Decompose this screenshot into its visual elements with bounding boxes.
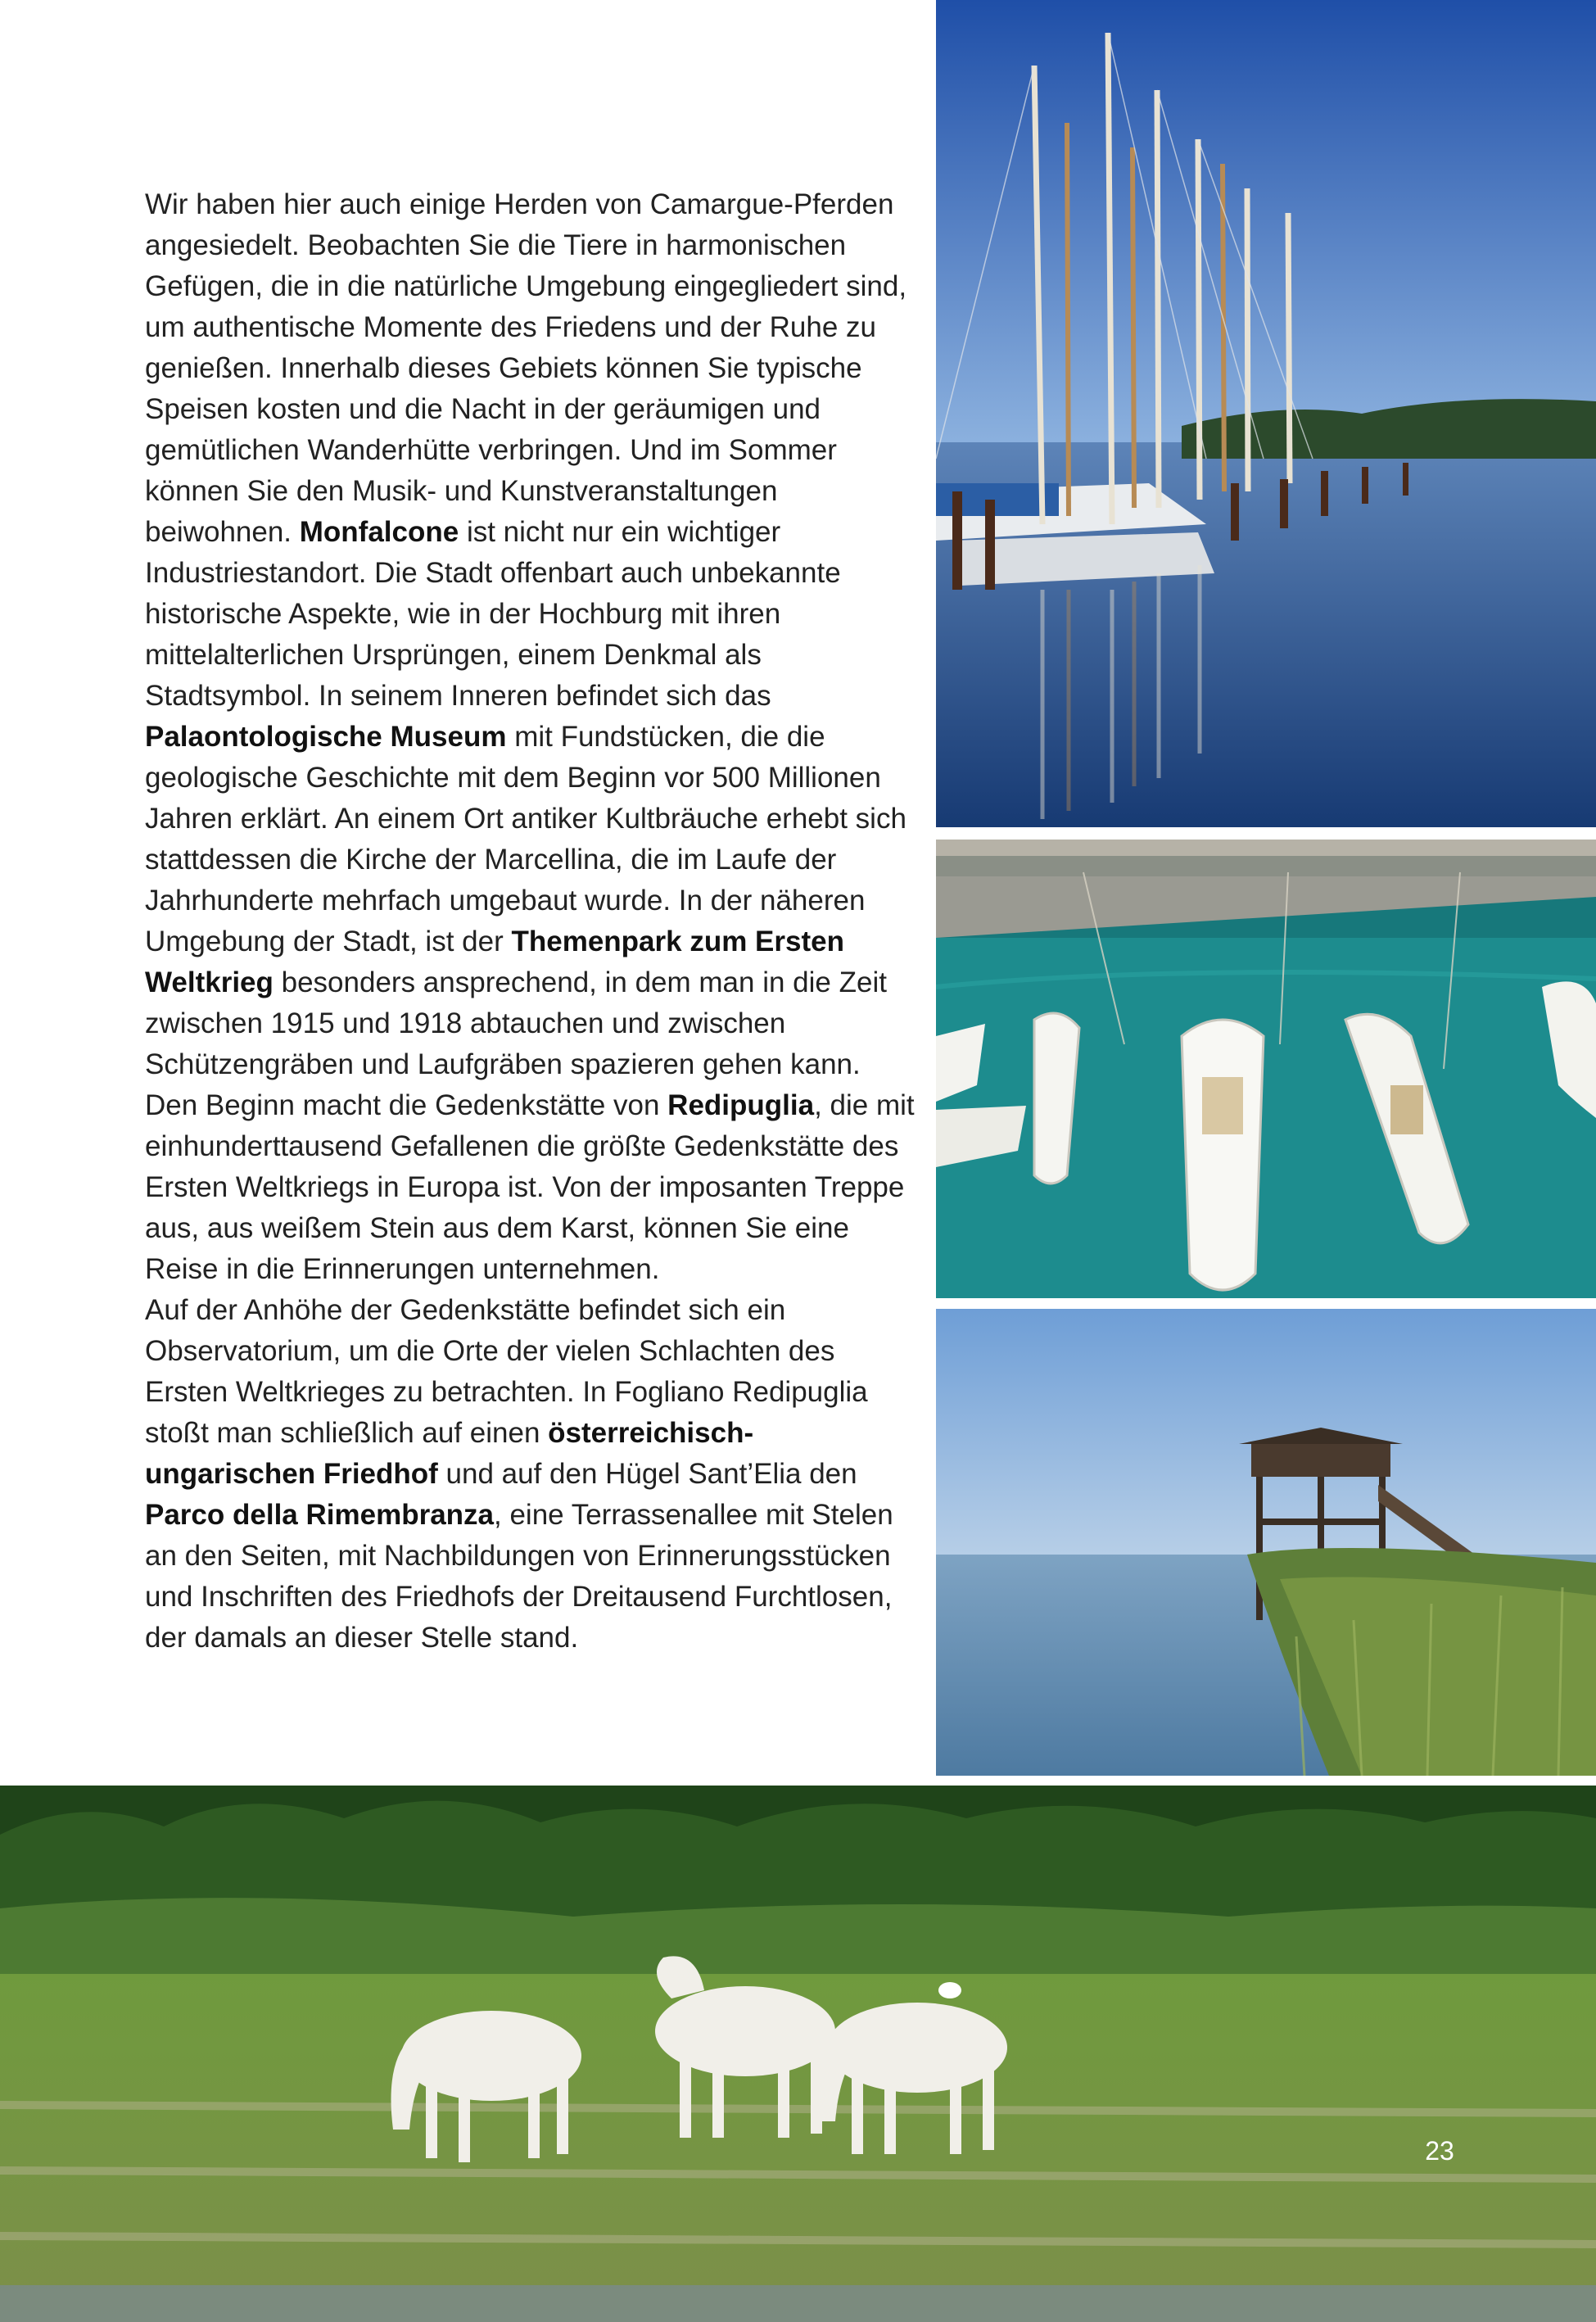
photo-observation-tower xyxy=(936,1309,1596,1776)
page-number: 23 xyxy=(1425,2136,1454,2166)
photo-marina-sailboats xyxy=(936,0,1596,827)
paragraph-main: Wir haben hier auch einige Herden von Camargue-Pferden angesiedelt. Beobachten Sie die Tiere in harmonischen Gefügen, die in die natürliche Umgebung eingegliedert sind, um authentische Momente des Friedens und der Ruhe zu genießen. Innerhalb dieses Gebiets können Sie typische Speisen kosten und die Nacht in der geräumigen und gemütlichen Wanderhütte verbringen. Und im Sommer können Sie den Musik- und Kunstveranstaltungen beiwohnen. Monfalcone ist nicht nur ein wichtiger Industriestandort. Die Stadt offenbart auch unbekannte historische Aspekte, wie in der Hochburg mit ihren mittelalterlichen Ursprüngen, einem Denkmal als Stadtsymbol. In seinem Inneren befindet sich das Palaontologische Museum mit Fundstücken, die die geologische Geschichte mit dem Beginn vor 500 Millionen Jahren erklärt. An einem Ort antiker Kultbräuche erhebt sich stattdessen die Kirche der Marcellina, die im Laufe der Jahrhunderte mehrfach umgebaut wurde. In der näheren Umgebung der Stadt, ist der Themenpark zum Ersten Weltkrieg besonders ansprechend, in dem man in die Zeit zwischen 1915 und 1918 abtauchen und zwischen Schützengräben und Laufgräben spazieren gehen kann. Den Beginn macht die Gedenkstätte von Redipuglia, die mit einhunderttausend Gefallenen die größte Gedenkstätte des Ersten Weltkriegs in Europa ist. Von der imposanten Treppe aus, aus weißem Stein aus dem Karst, können Sie eine Reise in die Erinnerungen unternehmen. xyxy=(145,188,915,1285)
marina-illustration xyxy=(936,0,1596,827)
paragraph-observatorium: Auf der Anhöhe der Gedenkstätte befindet sich ein Observatorium, um die Orte der vielen Schlachten des Ersten Weltkrieges zu betrachten. In Fogliano Redipuglia stoßt man schließlich auf einen österreichisch-ungarischen Friedhof und auf den Hügel Sant’Elia den Parco della Rimembranza, eine Terrassenallee mit Stelen an den Seiten, mit Nachbildungen von Erinnerungsstücken und Inschriften des Friedhofs der Dreitausend Furchtlosen, der damals an dieser Stelle stand. xyxy=(145,1294,893,1654)
tower-illustration xyxy=(936,1309,1596,1776)
article-text xyxy=(145,184,920,1659)
photo-boats-canal xyxy=(936,840,1596,1298)
highlight-monfalcone: Monfalcone xyxy=(299,516,459,548)
horses-illustration xyxy=(0,1786,1596,2322)
highlight-redipuglia: Redipuglia xyxy=(667,1089,815,1121)
highlight-museum: Palaontologische Museum xyxy=(145,721,507,753)
boats-illustration xyxy=(936,840,1596,1298)
highlight-parco: Parco della Rimembranza xyxy=(145,1499,494,1531)
highlight-themenpark: Themenpark zum Ersten Weltkrieg xyxy=(145,926,844,998)
photo-camargue-horses xyxy=(0,1786,1596,2322)
highlight-friedhof: österreichisch-ungarischen Friedhof xyxy=(145,1417,754,1490)
